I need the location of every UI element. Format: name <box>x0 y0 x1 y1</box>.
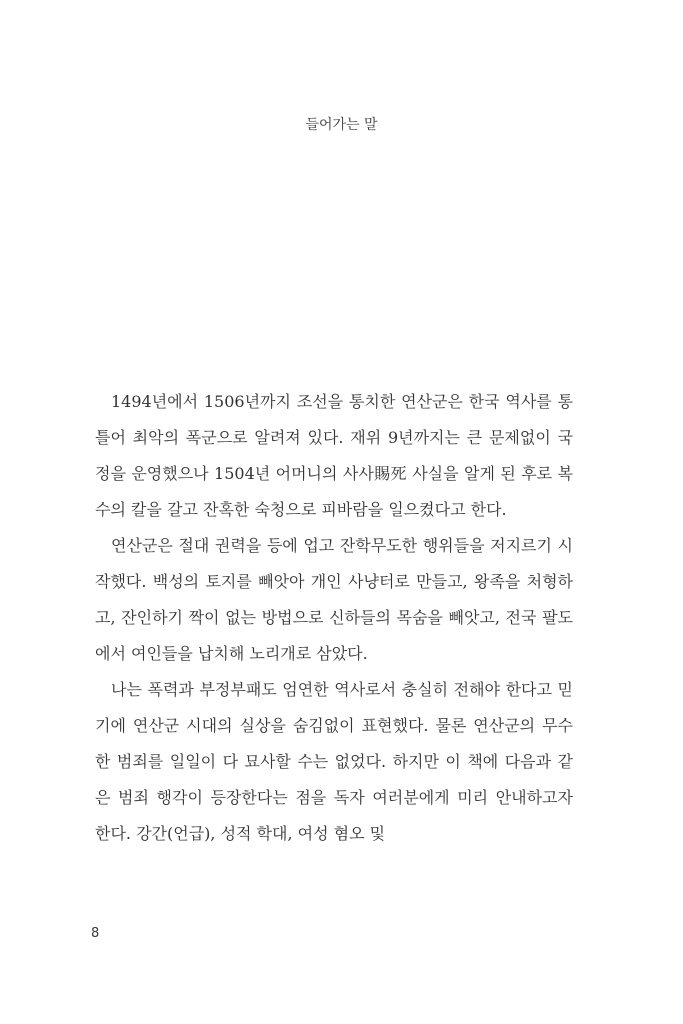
section-heading: 들어가는 말 <box>305 117 378 133</box>
paragraph: 1494년에서 1506년까지 조선을 통치한 연산군은 한국 역사를 통틀어 최악의 폭군으로 알려져 있다. 재위 9년까지는 큰 문제없이 국정을 운영했으나 1504년 어머니의 사사賜死 사실을 알게 된 후로 복수의 칼을 갈고 잔혹한 숙청으로 피바람을 일으켰다고 한다. <box>95 392 573 519</box>
page-number: 8 <box>91 926 100 941</box>
paragraph: 나는 폭력과 부정부패도 엄연한 역사로서 충실히 전해야 한다고 믿기에 연산군 시대의 실상을 숨김없이 표현했다. 물론 연산군의 무수한 범죄를 일일이 다 묘사할 수는 없었다. 하지만 이 책에 다음과 같은 범죄 행각이 등장한다는 점을 독자 여러분에게 미리 안내하고자 한다. 강간(언급), 성적 학대, 여성 혐오 및 <box>95 680 573 843</box>
paragraph: 연산군은 절대 권력을 등에 업고 잔학무도한 행위들을 저지르기 시작했다. 백성의 토지를 빼앗아 개인 사냥터로 만들고, 왕족을 처형하고, 잔인하기 짝이 없는 방법으로 신하들의 목숨을 빼앗고, 전국 팔도에서 여인들을 납치해 노리개로 삼았다. <box>95 536 573 663</box>
body-text <box>95 384 573 852</box>
